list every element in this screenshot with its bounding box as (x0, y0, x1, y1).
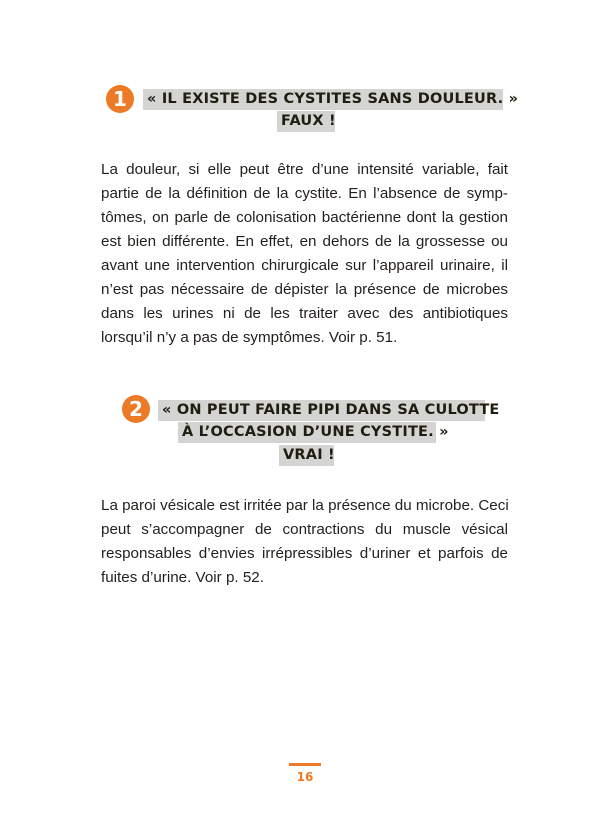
text-line: lorsqu’il n’y a pas de symptômes. Voir p. 51. (101, 329, 398, 346)
text-line: tômes, on parle de colonisation bactérienne dont la gestion (101, 209, 508, 226)
answer-paragraph (101, 158, 508, 350)
text-line: partie de la définition de la cystite. En l’absence de symp- (101, 185, 508, 202)
page-number-rule (289, 763, 321, 766)
answer-paragraph (101, 494, 508, 590)
text-line: n’est pas nécessaire de dépister la présence de microbes (101, 281, 508, 298)
text-line: responsables d’envies irrépressibles d’uriner et parfois de (101, 545, 508, 562)
text-line: avant une intervention chirurgicale sur l’appareil urinaire, il (101, 257, 508, 274)
page-number: 16 (296, 770, 314, 784)
verdict-label: FAUX ! (277, 111, 335, 132)
statement-heading: « ON PEUT FAIRE PIPI DANS SA CULOTTE (158, 400, 485, 421)
text-line: fuites d’urine. Voir p. 52. (101, 569, 264, 586)
text-line: est bien différente. En effet, en dehors de la grossesse ou (101, 233, 508, 250)
text-line: dans les urines ni de les traiter avec des antibiotiques (101, 305, 508, 322)
statement-heading: « IL EXISTE DES CYSTITES SANS DOULEUR. » (143, 89, 503, 110)
text-line: peut s’accompagner de contractions du muscle vésical (101, 521, 508, 538)
item-number-badge: 1 (106, 85, 134, 113)
statement-heading: À L’OCCASION D’UNE CYSTITE. » (178, 422, 436, 443)
item-number-badge: 2 (122, 395, 150, 423)
text-line: La paroi vésicale est irritée par la présence du microbe. Ceci (101, 497, 509, 514)
text-line: La douleur, si elle peut être d’une intensité variable, fait (101, 161, 508, 178)
verdict-label: VRAI ! (279, 445, 334, 466)
